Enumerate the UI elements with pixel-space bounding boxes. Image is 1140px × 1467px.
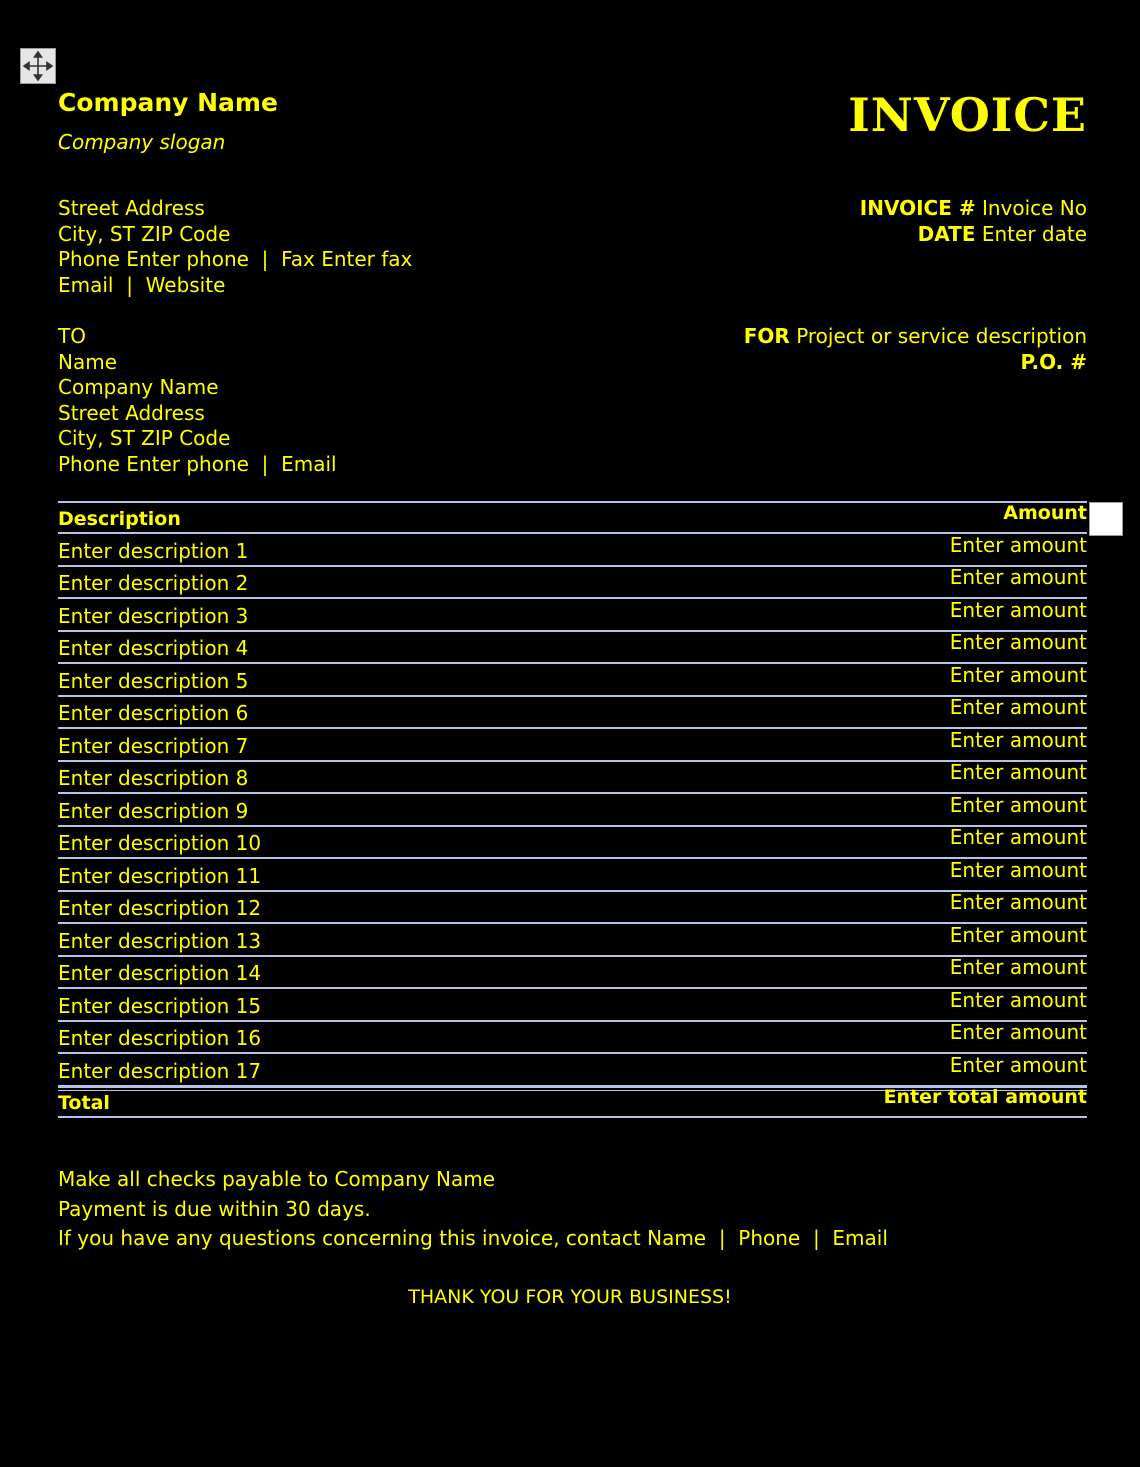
table-row <box>58 1022 1087 1055</box>
row-amount[interactable]: Enter amount <box>949 1020 1087 1044</box>
row-amount[interactable]: Enter amount <box>949 695 1087 719</box>
total-row <box>58 1087 1087 1118</box>
payment-notes <box>58 1165 888 1254</box>
for-line <box>744 324 1087 350</box>
row-amount[interactable]: Enter amount <box>949 890 1087 914</box>
table-row <box>58 1054 1087 1087</box>
total-label: Total <box>58 1091 110 1114</box>
row-amount[interactable]: Enter amount <box>949 597 1087 622</box>
invoice-date-value[interactable]: Enter date <box>981 221 1087 246</box>
row-amount[interactable]: Enter amount <box>949 792 1087 817</box>
row-amount[interactable]: Enter amount <box>949 760 1087 784</box>
table-resize-handle[interactable] <box>1089 502 1123 536</box>
row-description[interactable]: Enter description 8 <box>58 766 249 790</box>
invoice-number-value[interactable]: Invoice No <box>981 196 1087 220</box>
sender-email-web[interactable]: Email | Website <box>58 272 226 297</box>
recipient-street[interactable]: Street Address <box>58 400 205 425</box>
table-row <box>58 794 1087 827</box>
table-row <box>58 859 1087 892</box>
table-row <box>58 534 1087 567</box>
row-description[interactable]: Enter description 16 <box>58 1026 262 1050</box>
row-amount[interactable]: Enter amount <box>949 662 1087 687</box>
row-amount[interactable]: Enter amount <box>949 987 1087 1012</box>
sender-address <box>58 196 412 298</box>
table-row <box>58 599 1087 632</box>
table-row <box>58 664 1087 697</box>
row-description[interactable]: Enter description 1 <box>58 538 249 563</box>
project-info <box>744 324 1087 375</box>
row-description[interactable]: Enter description 10 <box>58 831 262 855</box>
row-amount[interactable]: Enter amount <box>949 955 1087 979</box>
invoice-date-line <box>860 222 1087 248</box>
table-row <box>58 697 1087 730</box>
row-amount[interactable]: Enter amount <box>949 857 1087 882</box>
table-header-row <box>58 501 1087 534</box>
sender-phone-fax[interactable]: Phone Enter phone | Fax Enter fax <box>58 247 413 272</box>
row-description[interactable]: Enter description 9 <box>58 798 249 823</box>
row-description[interactable]: Enter description 7 <box>58 733 249 758</box>
company-slogan[interactable]: Company slogan <box>58 130 226 154</box>
row-amount[interactable]: Enter amount <box>949 565 1087 589</box>
header-amount: Amount <box>1003 502 1087 524</box>
header-description: Description <box>58 508 181 530</box>
contact-note[interactable]: If you have any questions concerning this invoice, contact Name | Phone | Email <box>58 1226 888 1250</box>
recipient-city[interactable]: City, ST ZIP Code <box>58 426 231 451</box>
table-row <box>58 989 1087 1022</box>
recipient-phone-email[interactable]: Phone Enter phone | Email <box>58 451 337 476</box>
sender-street[interactable]: Street Address <box>58 196 205 220</box>
row-description[interactable]: Enter description 12 <box>58 896 262 920</box>
row-description[interactable]: Enter description 17 <box>58 1058 262 1083</box>
table-body <box>58 534 1087 1087</box>
company-name[interactable]: Company Name <box>58 88 278 117</box>
row-description[interactable]: Enter description 11 <box>58 863 262 888</box>
row-amount[interactable]: Enter amount <box>949 825 1087 849</box>
invoice-meta <box>860 196 1087 247</box>
sender-city[interactable]: City, ST ZIP Code <box>58 221 231 246</box>
row-amount[interactable]: Enter amount <box>949 727 1087 752</box>
invoice-title: INVOICE <box>848 88 1087 142</box>
table-move-handle-icon[interactable] <box>20 48 56 84</box>
row-description[interactable]: Enter description 4 <box>58 636 249 660</box>
row-description[interactable]: Enter description 15 <box>58 993 262 1018</box>
recipient-name[interactable]: Name <box>58 349 118 374</box>
invoice-number-line <box>860 196 1087 222</box>
table-row <box>58 892 1087 925</box>
table-row <box>58 827 1087 860</box>
row-description[interactable]: Enter description 5 <box>58 668 249 693</box>
line-items-table <box>58 501 1087 1118</box>
invoice-number-label: INVOICE # <box>859 196 976 220</box>
table-row <box>58 567 1087 600</box>
row-description[interactable]: Enter description 6 <box>58 701 249 725</box>
table-row <box>58 762 1087 795</box>
invoice-date-label: DATE <box>917 221 976 246</box>
recipient-company[interactable]: Company Name <box>58 375 219 400</box>
checks-note[interactable]: Make all checks payable to Company Name <box>58 1167 496 1191</box>
table-row <box>58 924 1087 957</box>
row-description[interactable]: Enter description 3 <box>58 603 249 628</box>
table-row <box>58 957 1087 990</box>
row-description[interactable]: Enter description 13 <box>58 928 262 953</box>
po-line <box>744 350 1087 376</box>
recipient-address <box>58 324 337 478</box>
to-label: TO <box>58 324 86 348</box>
for-value[interactable]: Project or service description <box>796 324 1087 348</box>
total-value[interactable]: Enter total amount <box>883 1085 1087 1108</box>
for-label: FOR <box>743 324 790 348</box>
due-note[interactable]: Payment is due within 30 days. <box>58 1196 371 1221</box>
table-row <box>58 632 1087 665</box>
row-description[interactable]: Enter description 2 <box>58 571 249 595</box>
row-amount[interactable]: Enter amount <box>949 532 1087 557</box>
row-description[interactable]: Enter description 14 <box>58 961 262 985</box>
po-label[interactable]: P.O. # <box>1020 349 1087 374</box>
row-amount[interactable]: Enter amount <box>949 630 1087 654</box>
row-amount[interactable]: Enter amount <box>949 1052 1087 1077</box>
thank-you-message: THANK YOU FOR YOUR BUSINESS! <box>408 1286 732 1308</box>
table-row <box>58 729 1087 762</box>
row-amount[interactable]: Enter amount <box>949 922 1087 947</box>
